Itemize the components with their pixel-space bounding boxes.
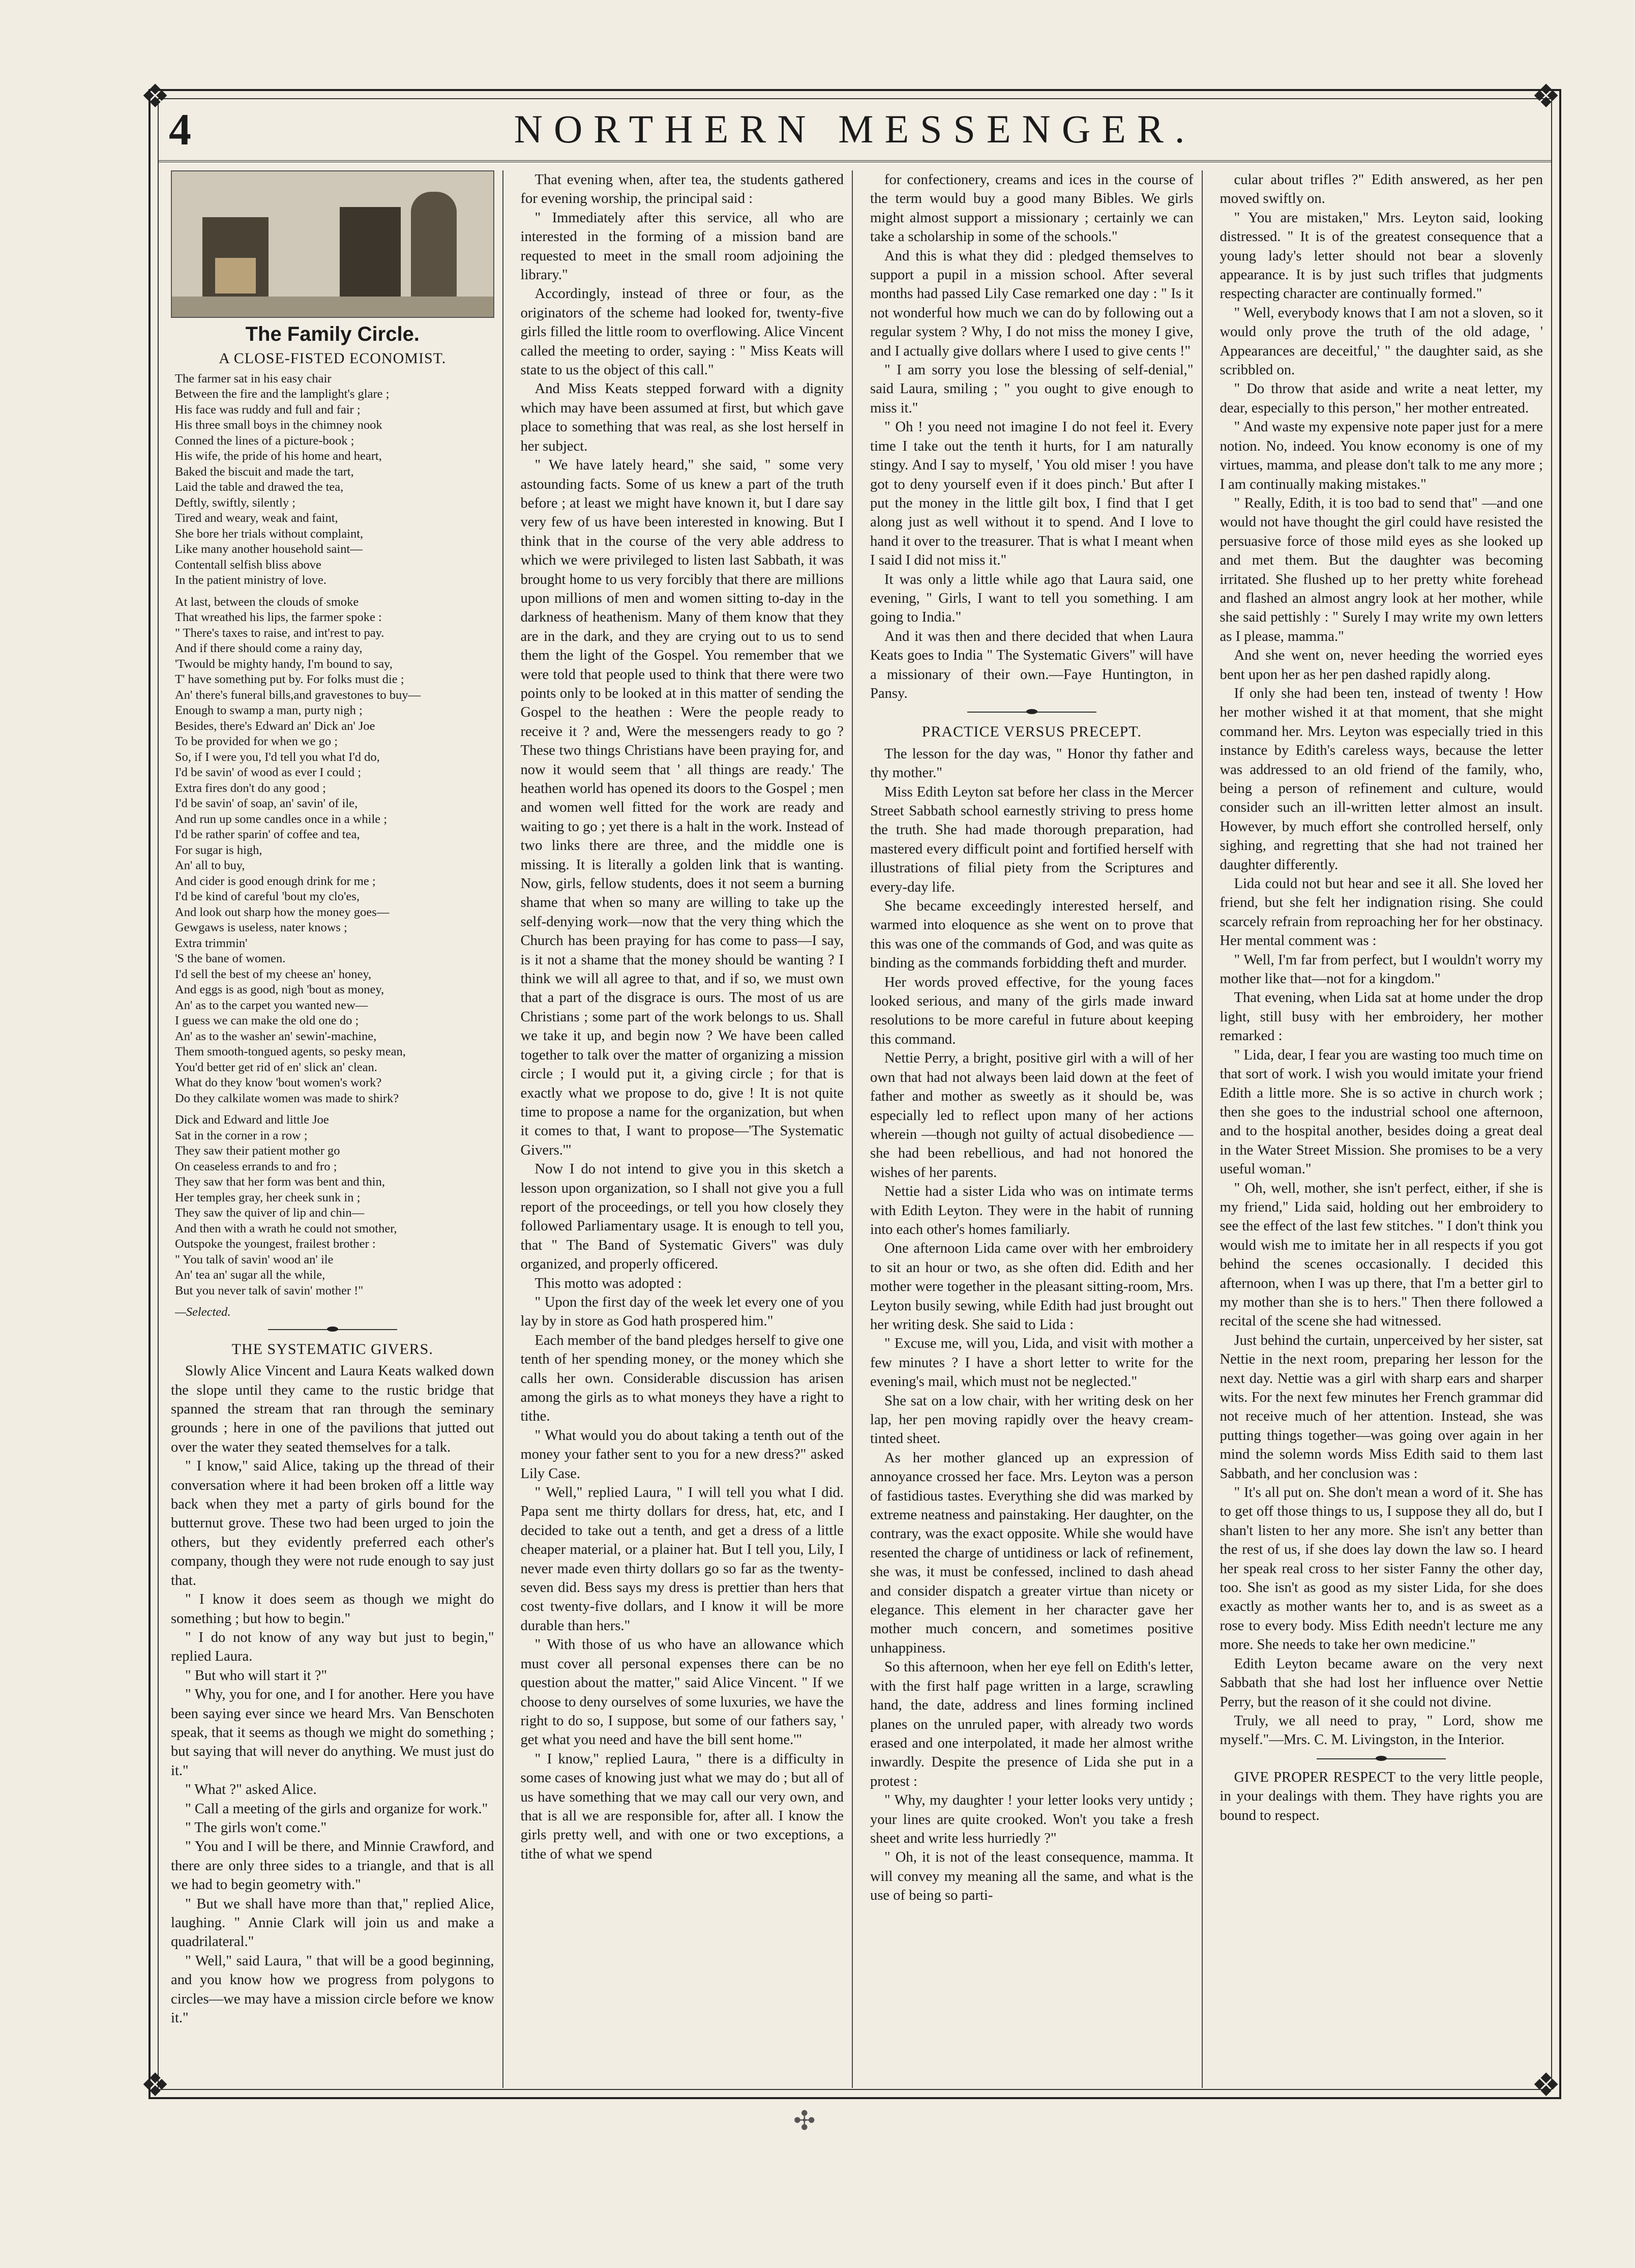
- article-paragraph: " I do not know of any way but just to begin," replied Laura.: [171, 1629, 494, 1665]
- article-paragraph: Each member of the band pledges herself to give one tenth of her spending money, or the money which she calls her own. Considerable discussion has arisen among the girls as to what moneys they have a right to tithe.: [520, 1332, 844, 1425]
- article-columns: [163, 170, 1551, 2088]
- article-paragraph: " Well, I'm far from perfect, but I wouldn't worry my mother like that—not for a kingdom.": [1220, 952, 1543, 987]
- poem-line: I'd be savin' of wood as ever I could ;: [175, 765, 362, 780]
- poem-line: They saw the quiver of lip and chin—: [175, 1206, 365, 1220]
- poem-line: Dick and Edward and little Joe: [175, 1113, 329, 1127]
- poem-line: Sat in the corner in a row ;: [175, 1128, 308, 1142]
- poem-stanza: [171, 371, 494, 588]
- article-paragraph: " Oh, it is not of the least consequence, mamma. It will convey my meaning all the same, and what is the use of being so parti-: [870, 1849, 1194, 1904]
- article-paragraph: " Call a meeting of the girls and organize for work.": [185, 1801, 488, 1817]
- article-paragraph: Nettie Perry, a bright, positive girl with a will of her own that had not always been laid down at the feet of father and mother as sweetly as it should be, was especially led to reflect upon many of her actions wherein —though not guilty of actual disobedience —she had been rebellious, and had not honored the wishes of her parents.: [870, 1050, 1194, 1181]
- article-paragraph: That evening when, after tea, the students gathered for evening worship, the principal said :: [520, 172, 844, 207]
- poem-line: Extra fires don't do any good ;: [175, 781, 326, 795]
- article-paragraph: If only she had been ten, instead of twenty ! How her mother wished it at that moment, that she might command her. Mrs. Leyton was especially tried in this instance by Edith's careless ways, because the letter was addressed to an old friend of the family, who, being a person of refinement and culture, would consider such an ill-written letter almost an insult. However, by much effort she controlled herself, only sighing, and regretting that she had not trained her daughter differently.: [1220, 685, 1543, 873]
- article-paragraph: As her mother glanced up an expression of annoyance crossed her face. Mrs. Leyton was a person of fastidious tastes. Everything she did was marked by extreme neatness and painstaking. Her daughter, on the contrary, was the exact opposite. While she would have resented the charge of untidiness or lack of refinement, she was, it must be confessed, inclined to dash ahead and consider dispatch a greater virtue than nicety or elegance. This element in her character gave her mother much concern, and sometimes positive unhappiness.: [870, 1450, 1194, 1656]
- corner-ornament-top-left: ❖: [140, 78, 170, 114]
- poem-line: His face was ruddy and full and fair ;: [175, 402, 361, 417]
- poem-line: I guess we can make the old one do ;: [175, 1014, 359, 1028]
- column-3: [862, 170, 1203, 2088]
- article-paragraph: Just behind the curtain, unperceived by her sister, sat Nettie in the next room, preparing her lesson for the next day. Nettie was a girl with sharp ears and sharper wits. For the next few minutes her French grammar did not receive much of her attention. Instead, she was putting things together—was going over again in her mind the solemn words Miss Edith said to them last Sabbath, and her conclusion was :: [1220, 1332, 1543, 1482]
- poem-title: A CLOSE-FISTED ECONOMIST.: [219, 350, 447, 367]
- poem-line: Conned the lines of a picture-book ;: [175, 433, 354, 448]
- poem-line: An' as to the washer an' sewin'-machine,: [175, 1029, 377, 1043]
- article-paragraph: GIVE PROPER RESPECT to the very little people, in your dealings with them. They have rights you are bound to respect.: [1220, 1769, 1543, 1823]
- section-divider: [1220, 1754, 1543, 1764]
- article-paragraph: She became exceedingly interested herself, and warmed into eloquence as she went on to prove that this was one of the commands of God, and was quite as binding as the commands forbidding theft and murder.: [870, 898, 1194, 971]
- poem-line: And look out sharp how the money goes—: [175, 905, 390, 919]
- article-paragraph: " It's all put on. She don't mean a word of it. She has to get off those things to us, I suppose they all do, but I shan't listen to her any more. She isn't any better than the rest of us, if she does lay down the law so. I heard her speak real cross to her sister Fanny the other day, too. She isn't as good as my sister Lida, for she does exactly as mother wants her to, and is as sweet as a rose to every body. Miss Edith needn't lecture me any more. She needs to take her own medicine.": [1220, 1485, 1543, 1653]
- family-circle-illustration: [171, 170, 494, 318]
- column-1: [163, 170, 503, 2088]
- poem-line: Between the fire and the lamplight's glare ;: [175, 387, 390, 401]
- poem-line: On ceaseless errands to and fro ;: [175, 1159, 337, 1173]
- poem-line: Extra trimmin': [175, 936, 248, 950]
- article-paragraph: Slowly Alice Vincent and Laura Keats walked down the slope until they came to the rustic bridge that spanned the stream that ran through the seminary grounds ; here in one of the pavilions that jutted out over the water they seated themselves for a talk.: [171, 1363, 494, 1455]
- poem-body: [171, 371, 494, 1320]
- article-paragraph: Now I do not intend to give you in this sketch a lesson upon organization, so I shall not give you a full report of the proceedings, or tell you how closely they followed Parliamentary usage. It is enough to tell you, that " The Band of Systematic Givers" was duly organized, and properly officered.: [520, 1161, 844, 1273]
- poem-line: His wife, the pride of his home and heart,: [175, 449, 382, 463]
- article-paragraph: And she went on, never heeding the worried eyes bent upon her as her pen dashed rapidly along.: [1220, 647, 1543, 683]
- column-2: [513, 170, 853, 2088]
- article-paragraph: And this is what they did : pledged themselves to support a pupil in a mission school. After several months had passed Lily Case remarked one day : " Is it not wonderful how much we can do by following out a regular system ? Why, I do not miss the money I give, and I actually give dollars where I used to give cents !": [870, 248, 1194, 359]
- article-title-practice-versus-precept: PRACTICE VERSUS PRECEPT.: [921, 723, 1142, 741]
- poem-line: Enough to swamp a man, purty nigh ;: [175, 703, 363, 718]
- column-4: [1212, 170, 1552, 2088]
- article-paragraph: " Well, everybody knows that I am not a sloven, so it would only prove the truth of the old adage, ' Appearances are deceitful,' " the daughter said, as she scribbled on.: [1220, 305, 1543, 378]
- poem-line: They saw their patient mother go: [175, 1144, 340, 1158]
- poem-line: Baked the biscuit and made the tart,: [175, 464, 354, 479]
- article-paragraph: " Oh ! you need not imagine I do not feel it. Every time I take out the tenth it hurts, for I am naturally stingy. And I say to myself, ' You old miser ! you have got to deny yourself even if it does pinch.' But after I put the money in the little gilt box, I find that I get along just as well without it to spend. And I love to hand it over to the treasurer. That is what I meant when I said I did not miss it.": [870, 419, 1194, 569]
- article-paragraph: And Miss Keats stepped forward with a dignity which may have been assumed at first, but which gave place to something that was real, as she lost herself in her subject.: [520, 381, 844, 454]
- article-paragraph: " The girls won't come.": [185, 1819, 327, 1836]
- poem-line: Contentall selfish bliss above: [175, 557, 321, 572]
- article-paragraph: " Immediately after this service, all who are interested in the forming of a mission band are requested to meet in the small room adjoining the library.": [520, 210, 844, 283]
- poem-line: Do they calkilate women was made to shirk?: [175, 1091, 399, 1105]
- article-paragraph: The lesson for the day was, " Honor thy father and thy mother.": [870, 746, 1194, 781]
- article-paragraph: " But we shall have more than that," replied Alice, laughing. " Annie Clark will join us and make a quadrilateral.": [171, 1896, 494, 1950]
- poem-line: She bore her trials without complaint,: [175, 526, 364, 541]
- poem-line: Gewgaws is useless, nater knows ;: [175, 921, 347, 935]
- poem-line: T' have something put by. For folks must die ;: [175, 672, 404, 687]
- poem-line: But you never talk of savin' mother !": [175, 1283, 364, 1298]
- article-paragraph: " I know," replied Laura, " there is a difficulty in some cases of knowing just what we may do ; but all of us have something that we may call our very own, and that is all we are responsible for, after all. I know the girls pretty well, and with one or two exceptions, a tithe of what we spend: [520, 1751, 844, 1862]
- poem-line: Tired and weary, weak and faint,: [175, 511, 338, 525]
- article-paragraph: " Oh, well, mother, she isn't perfect, either, if she is my friend," Lida said, holding out her embroidery to see the effect of the last few stitches. " I don't think you would wish me to imitate her in all respects if you got behind the scenes occasionally. I decided this afternoon, when I was up there, that I'm a better girl to my mother than she is to hers." Then there followed a recital of the scene she had witnessed.: [1220, 1180, 1543, 1330]
- poem-line: An' tea an' sugar all the while,: [175, 1268, 325, 1282]
- section-divider: [870, 707, 1194, 717]
- article-paragraph: Truly, we all need to pray, " Lord, show me myself."—Mrs. C. M. Livingston, in the Interior.: [1220, 1713, 1543, 1748]
- article-paragraph: " Why, my daughter ! your letter looks very untidy ; your lines are quite crooked. Won't you take a fresh sheet and write less hurriedly ?": [870, 1792, 1194, 1846]
- article-paragraph: " Lida, dear, I fear you are wasting too much time on that sort of work. I wish you would imitate your friend Edith a little more. She is so active in church work ; then she goes to the industrial school one afternoon, and to the hospital another, besides doing a great deal in the Water Street Mission. She promises to be a very useful woman.": [1220, 1047, 1543, 1177]
- article-paragraph: " Do throw that aside and write a neat letter, my dear, especially to this person," her mother entreated.: [1220, 381, 1543, 416]
- article-title-systematic-givers: THE SYSTEMATIC GIVERS.: [231, 1340, 433, 1358]
- poem-line: I'd be rather sparin' of coffee and tea,: [175, 828, 360, 842]
- article-paragraph: " I know," said Alice, taking up the thread of their conversation where it had been broken off a little way back when they met a party of girls bound for the butternut grove. These two had been urged to join the others, but they evidently preferred each other's company, though they were not rude enough to say just that.: [171, 1458, 494, 1588]
- poem-line: And eggs is as good, nigh 'bout as money,: [175, 983, 384, 997]
- masthead-title: NORTHERN MESSENGER.: [514, 107, 1196, 151]
- poem-stanza: [171, 595, 494, 1107]
- article-paragraph: Accordingly, instead of three or four, as the originators of the scheme had looked for, twenty-five girls filled the little room to overflowing. Alice Vincent called the meeting to order, saying : " Miss Keats will state to us the object of this call.": [520, 286, 844, 378]
- poem-line: 'Twould be mighty handy, I'm bound to say,: [175, 657, 393, 671]
- poem-stanza: [171, 1112, 494, 1299]
- poem-line: That wreathed his lips, the farmer spoke :: [175, 610, 382, 625]
- article-paragraph: Her words proved effective, for the young faces looked serious, and many of the girls made inward resolutions to be more careful in future about keeping this command.: [870, 974, 1194, 1047]
- poem-line: And run up some candles once in a while ;: [175, 812, 388, 826]
- section-divider: [171, 1324, 494, 1335]
- article-paragraph: " Really, Edith, it is too bad to send that" —and one would not have thought the girl could have resisted the persuasive force of those mild eyes as she looked up and met them. But the daughter was becoming irritated. She flushed up to her pretty white forehead and flashed an almost angry look at her mother, while she said pettishly : " Surely I may write my own letters as I please, mamma.": [1220, 495, 1543, 644]
- floor-shape: [172, 297, 493, 317]
- article-paragraph: This motto was adopted :: [534, 1275, 682, 1291]
- article-paragraph: " And waste my expensive note paper just for a mere notion. No, indeed. You know economy is one of my virtues, mamma, and please don't talk to me any more ; I am continually making mistakes.": [1220, 419, 1543, 492]
- poem-line: An' as to the carpet you wanted new—: [175, 998, 368, 1012]
- poem-line: Her temples gray, her cheek sunk in ;: [175, 1190, 361, 1204]
- poem-line: An' there's funeral bills,and gravestones to buy—: [175, 688, 421, 702]
- corner-ornament-bottom-left: ❖: [140, 2067, 170, 2103]
- section-heading-family-circle: The Family Circle.: [245, 323, 420, 345]
- page-header: [158, 99, 1552, 162]
- poem-line: To be provided for when we go ;: [175, 734, 338, 749]
- article-paragraph: " With those of us who have an allowance which must cover all personal expenses there can be no question about the matter," said Alice Vincent. " If we choose to deny ourselves of some luxuries, we have the right to do so, I suppose, but some of our fathers say, ' get what you need and have the bill sent home.'": [520, 1637, 844, 1748]
- poem-line: I'd be kind of careful 'bout my clo'es,: [175, 890, 360, 904]
- chair-shape: [340, 207, 401, 309]
- poem-line: Them smooth-tongued agents, so pesky mean,: [175, 1045, 406, 1059]
- article-paragraph: And it was then and there decided that when Laura Keats goes to India " The Systematic Givers" will have a missionary of their own.—Faye Huntington, in Pansy.: [870, 628, 1194, 701]
- fire-glow-shape: [215, 258, 256, 293]
- corner-ornament-bottom-right: ❖: [1531, 2067, 1561, 2103]
- poem-line: Laid the table and drawed the tea,: [175, 480, 344, 494]
- poem-signature: —Selected.: [175, 1305, 231, 1319]
- poem-line: At last, between the clouds of smoke: [175, 595, 359, 609]
- article-paragraph: cular about trifles ?" Edith answered, as her pen moved swiftly on.: [1220, 172, 1543, 207]
- article-paragraph: Edith Leyton became aware on the very next Sabbath that she had lost her influence over Nettie Perry, but the reason of it she could not divine.: [1220, 1656, 1543, 1710]
- article-paragraph: " Why, you for one, and I for another. Here you have been saying ever since we heard Mrs. Van Benschoten speak, that it seems as though we might do something ; but saying that will never do anything. We must just do it.": [171, 1687, 494, 1779]
- poem-line: And cider is good enough drink for me ;: [175, 874, 376, 888]
- article-paragraph: " But who will start it ?": [185, 1667, 328, 1684]
- article-paragraph: One afternoon Lida came over with her embroidery to sit an hour or two, as she often did. Edith and her mother were together in the pleasant sitting-room, Mrs. Leyton busily sewing, while Edith had just brought out her writing desk. She said to Lida :: [870, 1241, 1194, 1333]
- article-paragraph: She sat on a low chair, with her writing desk on her lap, her pen moving rapidly over the heavy cream-tinted sheet.: [870, 1393, 1194, 1447]
- article-paragraph: " I know it does seem as though we might do something ; but how to begin.": [171, 1592, 494, 1627]
- page-number: 4: [169, 105, 191, 155]
- article-paragraph: " We have lately heard," she said, " some very astounding facts. Some of us knew a part of the truth before ; at least we might have known it, but I dare say very few of us have been interested in knowing. But I think that in the course of the very able address to which we were privileged to listen last Sabbath, it was brought home to us very forcibly that there are millions upon millions of men and women sitting to-day in the darkness of heathenism. Many of them know that they are in the dark, and they are crying out to us to send them the light of the Gospel. You remember that we were told that people used to think that there were two points only to be looked at in this matter of sending the Gospel to the heathen : Were the people ready to receive it ? and, Were the messengers ready to go ? These two things Christians have been praying for, and now it would seem that ' all things are ready.' The heathen world has opened its doors to the Gospel ; men and women well fitted for the work are ready and waiting to go ; yet there is a halt in the work. Instead of two links there are three, and the middle one is missing. It is literally a golden link that is wanting. Now, girls, fellow students, does it not seem a burning shame that when so many are willing to take up the self-denying work—now that the very thing which the Church has been praying for has come to pass—I say, is it not a shame that the money should be wanting ? I think we will all agree to that, and if so, we must own that a part of the disgrace is ours. The most of us are Christians ; some part of the work belongs to us. Shall we take it up, and begin now ? We have been called together to talk over the matter of organizing a mission circle ; I would put it, a giving circle ; for that is exactly what we propose to do, give ! It is not quite time to propose a name for the organization, but when it comes to that, I want to propose—'The Systematic Givers.'": [520, 457, 844, 1158]
- poem-line: So, if I were you, I'd tell you what I'd do,: [175, 750, 380, 764]
- article-paragraph: " What ?" asked Alice.: [185, 1782, 317, 1798]
- corner-ornament-top-right: ❖: [1531, 78, 1561, 114]
- poem-line: In the patient ministry of love.: [175, 573, 327, 587]
- poem-line: You'd better get rid of en' slick an' clean.: [175, 1060, 377, 1074]
- article-paragraph: " You and I will be there, and Minnie Crawford, and there are only three sides to a triangle, and that is all we had to begin geometry with.": [171, 1839, 494, 1893]
- poem-line: And then with a wrath he could not smother,: [175, 1221, 397, 1235]
- article-paragraph: " Well," replied Laura, " I will tell you what I did. Papa sent me thirty dollars for dress, hat, etc, and I decided to take out a tenth, and get a dress of a little cheaper material, or a plainer hat. But I tell you, Lily, I never made even thirty dollars go so far as the twenty-seven did. Bess says my dress is prettier than hers that cost twenty-five dollars, and I know it will be more durable than hers.": [520, 1485, 844, 1634]
- article-paragraph: It was only a little while ago that Laura said, one evening, " Girls, I want to tell you something. I am going to India.": [870, 571, 1194, 626]
- article-paragraph: So this afternoon, when her eye fell on Edith's letter, with the first half page written in a large, scrawling hand, the date, address and lines forming inclined planes on the unruled paper, with already two words erased and one interpolated, it made her almost writhe inwardly. Despite the presence of Lida she put in a protest :: [870, 1659, 1194, 1789]
- poem-line: I'd be savin' of soap, an' savin' of ile,: [175, 797, 358, 811]
- article-paragraph: " Upon the first day of the week let every one of you lay by in store as God hath prospered him.": [520, 1294, 844, 1330]
- poem-line: An' all to buy,: [175, 859, 245, 873]
- article-paragraph: Nettie had a sister Lida who was on intimate terms with Edith Leyton. They were in the habit of running into each other's homes familiarly.: [870, 1184, 1194, 1238]
- poem-line: Besides, there's Edward an' Dick an' Joe: [175, 719, 375, 733]
- poem-line: I'd sell the best of my cheese an' honey,: [175, 967, 372, 981]
- poem-line: For sugar is high,: [175, 843, 262, 857]
- bottom-ornament: ✣: [793, 2107, 816, 2136]
- poem-line: " There's taxes to raise, and int'rest to pay.: [175, 626, 384, 640]
- poem-line: Outspoke the youngest, frailest brother :: [175, 1237, 376, 1251]
- article-paragraph: " What would you do about taking a tenth out of the money your father sent to you for a new dress?" asked Lily Case.: [520, 1427, 844, 1482]
- article-paragraph: That evening, when Lida sat at home under the drop light, still busy with her embroidery, her mother remarked :: [1220, 990, 1543, 1044]
- poem-line: Deftly, swiftly, silently ;: [175, 495, 296, 510]
- poem-line: What do they know 'bout women's work?: [175, 1076, 382, 1090]
- poem-line: " You talk of savin' wood an' ile: [175, 1252, 334, 1266]
- poem-line: And if there should come a rainy day,: [175, 641, 363, 656]
- poem-line: 'S the bane of women.: [175, 952, 286, 966]
- poem-line: The farmer sat in his easy chair: [175, 371, 332, 386]
- poem-line: His three small boys in the chimney nook: [175, 418, 382, 432]
- article-paragraph: " Well," said Laura, " that will be a good beginning, and you know how we progress from polygons to circles—we may have a mission circle before we know it.": [171, 1953, 494, 2026]
- column-1-text: [171, 1362, 494, 2027]
- article-paragraph: " I am sorry you lose the blessing of self-denial," said Laura, smiling ; " you ought to give enough to miss it.": [870, 362, 1194, 416]
- article-paragraph: Lida could not but hear and see it all. She loved her friend, but she felt her indignation rising. She could scarcely refrain from reproaching her for her obstinacy. Her mental comment was :: [1220, 876, 1543, 949]
- article-paragraph: for confectionery, creams and ices in the course of the term would buy a good many Bibles. We girls might almost support a missionary ; certainly we can take a scholarship in some of the schools.": [870, 172, 1194, 245]
- article-paragraph: Miss Edith Leyton sat before her class in the Mercer Street Sabbath school earnestly striving to press home the truth. She had made thorough preparation, had mastered every difficult point and fortified herself with illustrations of filial piety from the Scriptures and every-day life.: [870, 784, 1194, 895]
- poem-line: They saw that her form was bent and thin,: [175, 1175, 385, 1189]
- article-paragraph: " Excuse me, will you, Lida, and visit with mother a few minutes ? I have a short letter to write for the evening's mail, which must not be neglected.": [870, 1336, 1194, 1390]
- seated-figure-shape: [411, 192, 457, 309]
- poem-line: Like many another household saint—: [175, 542, 363, 556]
- article-paragraph: " You are mistaken," Mrs. Leyton said, looking distressed. " It is of the greatest consequence that a young lady's letter should not bear a slovenly appearance. It is by just such trifles that judgments respecting character are continually formed.": [1220, 210, 1543, 302]
